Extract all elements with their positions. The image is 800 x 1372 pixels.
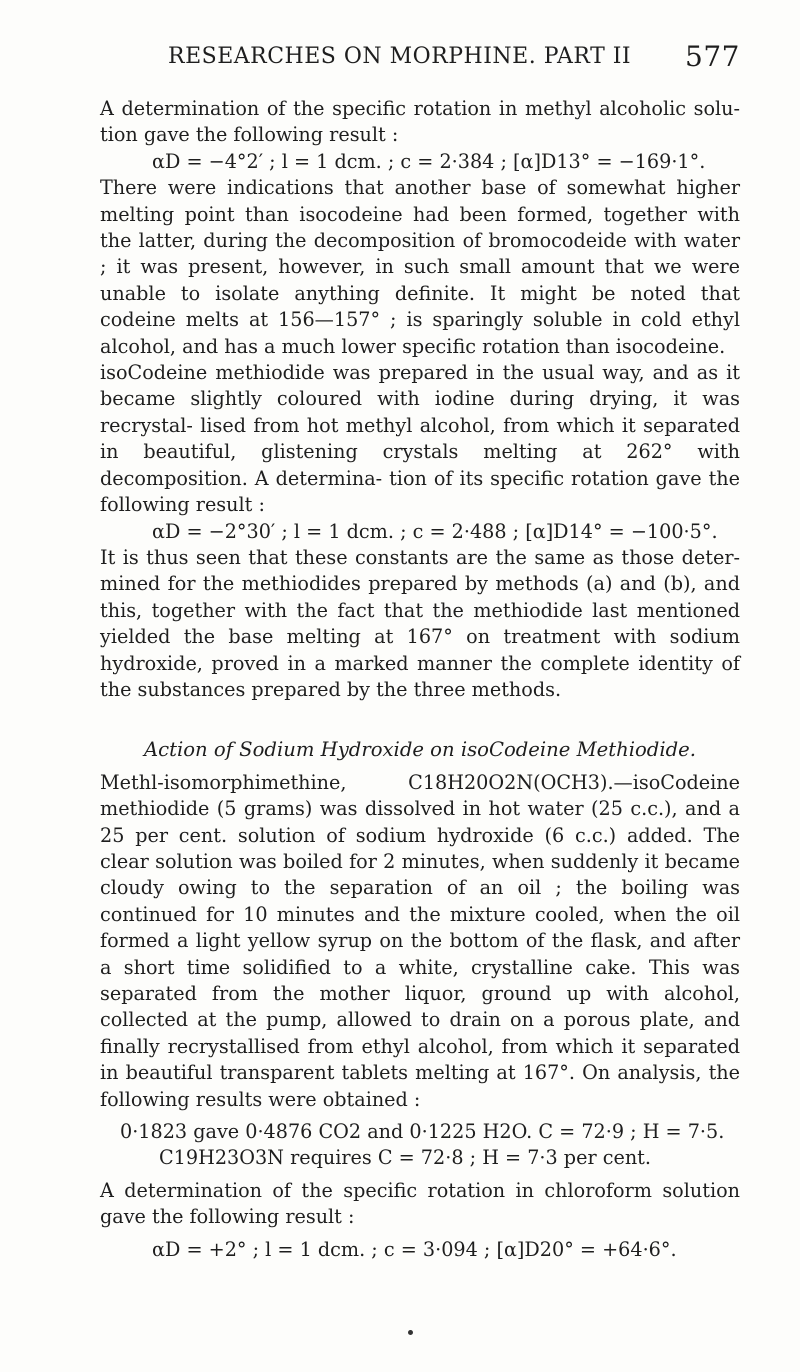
body-text [100,96,740,1263]
page-number: 577 [685,40,740,73]
rotation-formula-2: αD = −2°30′ ; l = 1 dcm. ; c = 2·488 ; [α]D14° = −100·5°. [152,519,718,543]
analysis-line-2: C19H23O3N requires C = 72·8 ; H = 7·3 per cent. [159,1146,651,1170]
rotation-formula-3: αD = +2° ; l = 1 dcm. ; c = 3·094 ; [α]D20° = +64·6°. [152,1237,677,1261]
paragraph-6: A determination of the specific rotation in chloroform solution gave the following result : [100,1178,740,1229]
print-speck [408,1330,413,1335]
paragraph-1: A determination of the specific rotation in methyl alcoholic solu- tion gave the following result : [100,97,740,147]
paragraph-5: Methl-isomorphimethine, C18H20O2N(OCH3).—isoCodeine methiodide (5 grams) was dissolved in hot water (25 c.c.), and a 25 per cent. solution of sodium hydroxide (6 c.c.) added. The clear solution was boiled for 2 minutes, when suddenly it became cloudy owing to the separation of an oil ; the boiling was continued for 10 minutes and the mixture cooled, when the oil formed a light yellow syrup on the bottom of the flask, and after a short time solidified to a white, crystalline cake. This was separated from the mother liquor, ground up with alcohol, collected at the pump, allowed to drain on a porous plate, and finally recrystallised from ethyl alcohol, from which it separated in beautiful transparent tablets melting at 167°. On analysis, the following results were obtained : [100,770,740,1111]
paragraph-3: isoCodeine methiodide was prepared in the usual way, and as it became slightly coloured with iodine during drying, it was recrystal- lised from hot methyl alcohol, from which it separated in beautiful, glistening crystals melting at 262° with decomposition. A determina- tion of its specific rotation gave the following result : [100,361,740,517]
rotation-formula-1: αD = −4°2′ ; l = 1 dcm. ; c = 2·384 ; [α]D13° = −169·1°. [152,149,706,173]
section-heading: Action of Sodium Hydroxide on isoCodeine Methiodide. [144,738,696,762]
header-title: RESEARCHES ON MORPHINE. PART II [168,44,632,69]
analysis-line-1: 0·1823 gave 0·4876 CO2 and 0·1225 H2O. C = 72·9 ; H = 7·5. [120,1120,725,1144]
paragraph-4: It is thus seen that these constants are the same as those deter- mined for the methiodides prepared by methods (a) and (b), and this, together with the fact that the methiodide last mentioned yielded the base melting at 167° on treatment with sodium hydroxide, proved in a marked manner the complete identity of the substances prepared by the three methods. [100,545,740,701]
paragraph-2: There were indications that another base of somewhat higher melting point than isocodeine had been formed, together with the latter, during the decomposition of bromocodeide with water ; it was present, however, in such small amount that we were unable to isolate anything definite. It might be noted that codeine melts at 156—157° ; is sparingly soluble in cold ethyl alcohol, and has a much lower specific rotation than isocodeine. [100,176,740,358]
